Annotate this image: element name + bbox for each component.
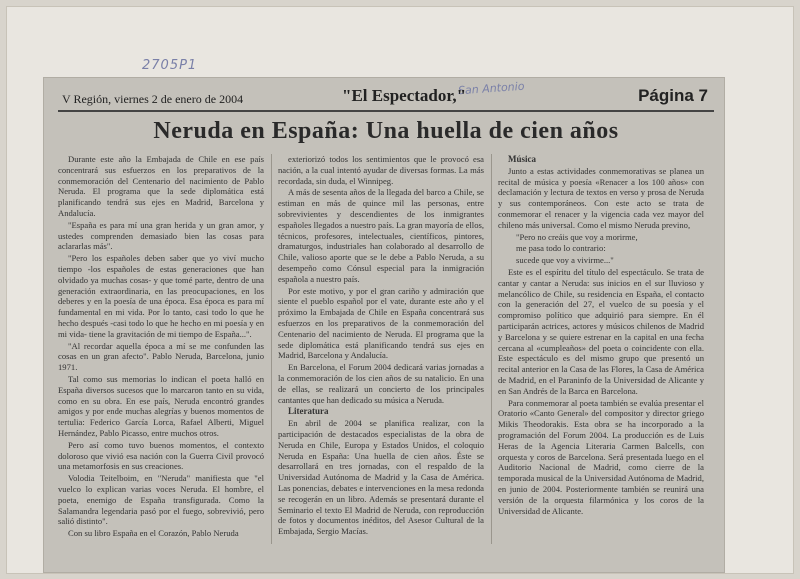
article-column-1: [58, 154, 264, 540]
paragraph: Junto a estas actividades conmemorativas se planea un recital de música y poesía «Renacer a los 100 años» con declamación y lectura de textos en verso y prosa de Neruda y sus contemporáneos. Con este acto se trata de conmemorar el renacer y la vigencia cada vez mayor del chileno más universal. Como el mismo Neruda previno,: [498, 165, 704, 230]
paragraph: "España es para mí una gran herida y un gran amor, y ustedes comprenden demasiado bien las cosas para aclararlas más".: [58, 219, 264, 252]
newspaper-header: [62, 86, 708, 108]
paragraph: Volodia Teitelboim, en "Neruda" manifiesta que "el vuelco lo explican varias voces Neruda. El hombre, el poeta, enemigo de España transfigurada. Como la Salamandra legendaria pasó por el fuego, sobrevivió, pero salió distinto".: [58, 473, 264, 527]
paragraph: Tal como sus memorias lo indican el poeta halló en España diversos sucesos que lo marcaron tanto en su vida, como en su obra. En ese país, Neruda encontró grandes amigos y por ende muchas alegrías y buenos momentos de tertulia: Federico García Lorca, Rafael Alberti, Miguel Hernández, Pablo Picasso, entre muchos otros.: [58, 373, 264, 438]
article-column-2: [278, 154, 484, 538]
page-number: Página 7: [638, 86, 708, 105]
accession-number: 2705P1: [142, 58, 198, 73]
header-rule: [58, 110, 714, 112]
verse-line: me pasa todo lo contrario:: [516, 243, 606, 254]
paragraph: Este es el espíritu del título del espectáculo. Se trata de cantar y cantar a Neruda: sus inicios en el sur lluvioso y melancólico de Chile, su residencia en España, el contacto con la generación del 27, el vuelco de su poesía y el compromiso político que adquirió para siempre. En él participarán actrices, actores y músicos chilenos de Madrid y Barcelona y se quiere estrenar en la capital en una fecha cercana al «cumpleaños» del poeta o coincidente con ella. Este espectáculo es del mismo grupo que presentó un recital anterior en la Casa de las Flores, la Casa de América de Madrid, en el Paraninfo de la Universidad de Alicante y en San Andrés de la Barca en Barcelona.: [498, 266, 704, 396]
paragraph: A más de sesenta años de la llegada del barco a Chile, se estiman en más de quince mil las personas, entre sobrevivientes y descendientes de los inmigrantes españoles llegados a nuestro país. La gran mayoría de ellos, técnicos, profesores, intelectuales, científicos, pintores, dramaturgos, industriales han colaborado al desarrollo de Chile, valioso aporte que se le debe a Pablo Neruda, a su desempeño como Cónsul especial para la inmigración española a nuestro país.: [278, 187, 484, 284]
date-line: V Región, viernes 2 de enero de 2004: [62, 92, 244, 106]
paragraph: "Al recordar aquella época a mí se me confunden las cosas en un gran afecto". Pablo Neruda, Barcelona, junio 1971.: [58, 340, 264, 373]
paragraph: Para conmemorar al poeta también se evalúa presentar el Oratorio «Canto General» del compositor y director griego Mikis Theodorakis. Esta obra se ha incorporado a la programación del Forum 2004. La producción es de Luis Heras de la Agencia Literaria Carmen Balcells, con orquesta y coros de Barcelona. Será presentada luego en el Auditorio Nacional de Madrid, como cierre de la temporada musical de la Universidad Autónoma de Madrid, en junio de 2004. Posteriormente también se reunirá una versión de la orquesta filarmónica y los coros de la Universidad de Alicante.: [498, 397, 704, 516]
verse-line: sucede que voy a vivirme...": [516, 255, 614, 266]
paragraph: En abril de 2004 se planifica realizar, con la participación de destacados especialistas de la obra de Neruda en Chile, Europa y Estados Unidos, el coloquio Neruda en España: Una huella de cien años. Éste se desarrollará en tres jornadas, con el respaldo de la Universidad Autónoma de Madrid y la Casa de América. Las ponencias, debates e intervenciones en la mesa redonda se recogerán en un libro. Además se presentará durante el Seminario el texto El Madrid de Neruda, con reproducción de fotos y documentos inéditos, del Asesor Cultural de la Embajada, Sergio Macías.: [278, 418, 484, 537]
paragraph: exteriorizó todos los sentimientos que le provocó esa nación, a la cual intentó ayudar de diversas formas. La más recordada, sin duda, el Winnipeg.: [278, 154, 484, 186]
paragraph: Con su libro España en el Corazón, Pablo Neruda: [68, 528, 239, 539]
verse-line: "Pero no creáis que voy a morirme,: [516, 231, 638, 242]
paragraph: Pero así como tuvo buenos momentos, el contexto doloroso que vivió esa nación con la Guerra Civil provocó una metamorfosis en sus creaciones.: [58, 439, 264, 472]
column-divider: [271, 154, 272, 544]
article-title: Neruda en España: Una huella de cien años: [153, 118, 619, 144]
paragraph: Durante este año la Embajada de Chile en ese país concentrará sus esfuerzos en los preparativos de la conmemoración del Centenario del nacimiento de Pablo Neruda. El programa que la sede diplomática está planificando tendrá sus ejes en Madrid, Barcelona y Andalucía.: [58, 154, 264, 218]
newspaper-name: "El Espectador,": [342, 86, 467, 105]
column-divider: [491, 154, 492, 544]
article-column-3: [498, 154, 704, 517]
section-heading-musica: Música: [508, 154, 536, 164]
paragraph: "Pero los españoles deben saber que yo viví mucho tiempo -los españoles de estas generaciones que han olvidado ya muchas cosas- y que tomé parte, dentro de una generación extraordinaria, en las preocupaciones, en los deberes y en la poesía de una época. Esa época es para mí fundamental en mi vida. Por lo tanto, casi todo lo que he hecho después -casi todo lo que he hecho en mi poesía y en mi vida- tiene la gravitación de mi tiempo de España...".: [58, 253, 264, 339]
paragraph: Por este motivo, y por el gran cariño y admiración que siente el pueblo español por el vate, durante este año y el próximo la Embajada de Chile en España concentrará sus esfuerzos en los preparativos de la conmemoración del Centenario del nacimiento de Neruda. El programa que la sede diplomática está planificando tendrá sus ejes en Madrid, Barcelona y Andalucía.: [278, 285, 484, 361]
section-heading-literatura: Literatura: [288, 406, 329, 417]
paragraph: En Barcelona, el Forum 2004 dedicará varias jornadas a la conmemoración de los cien años de su natalicio. En una de ellas, se realizará un concierto de los principales cantantes que han dedicado su música a Neruda.: [278, 362, 484, 405]
handwritten-place-note: San Antonio: [457, 79, 525, 98]
